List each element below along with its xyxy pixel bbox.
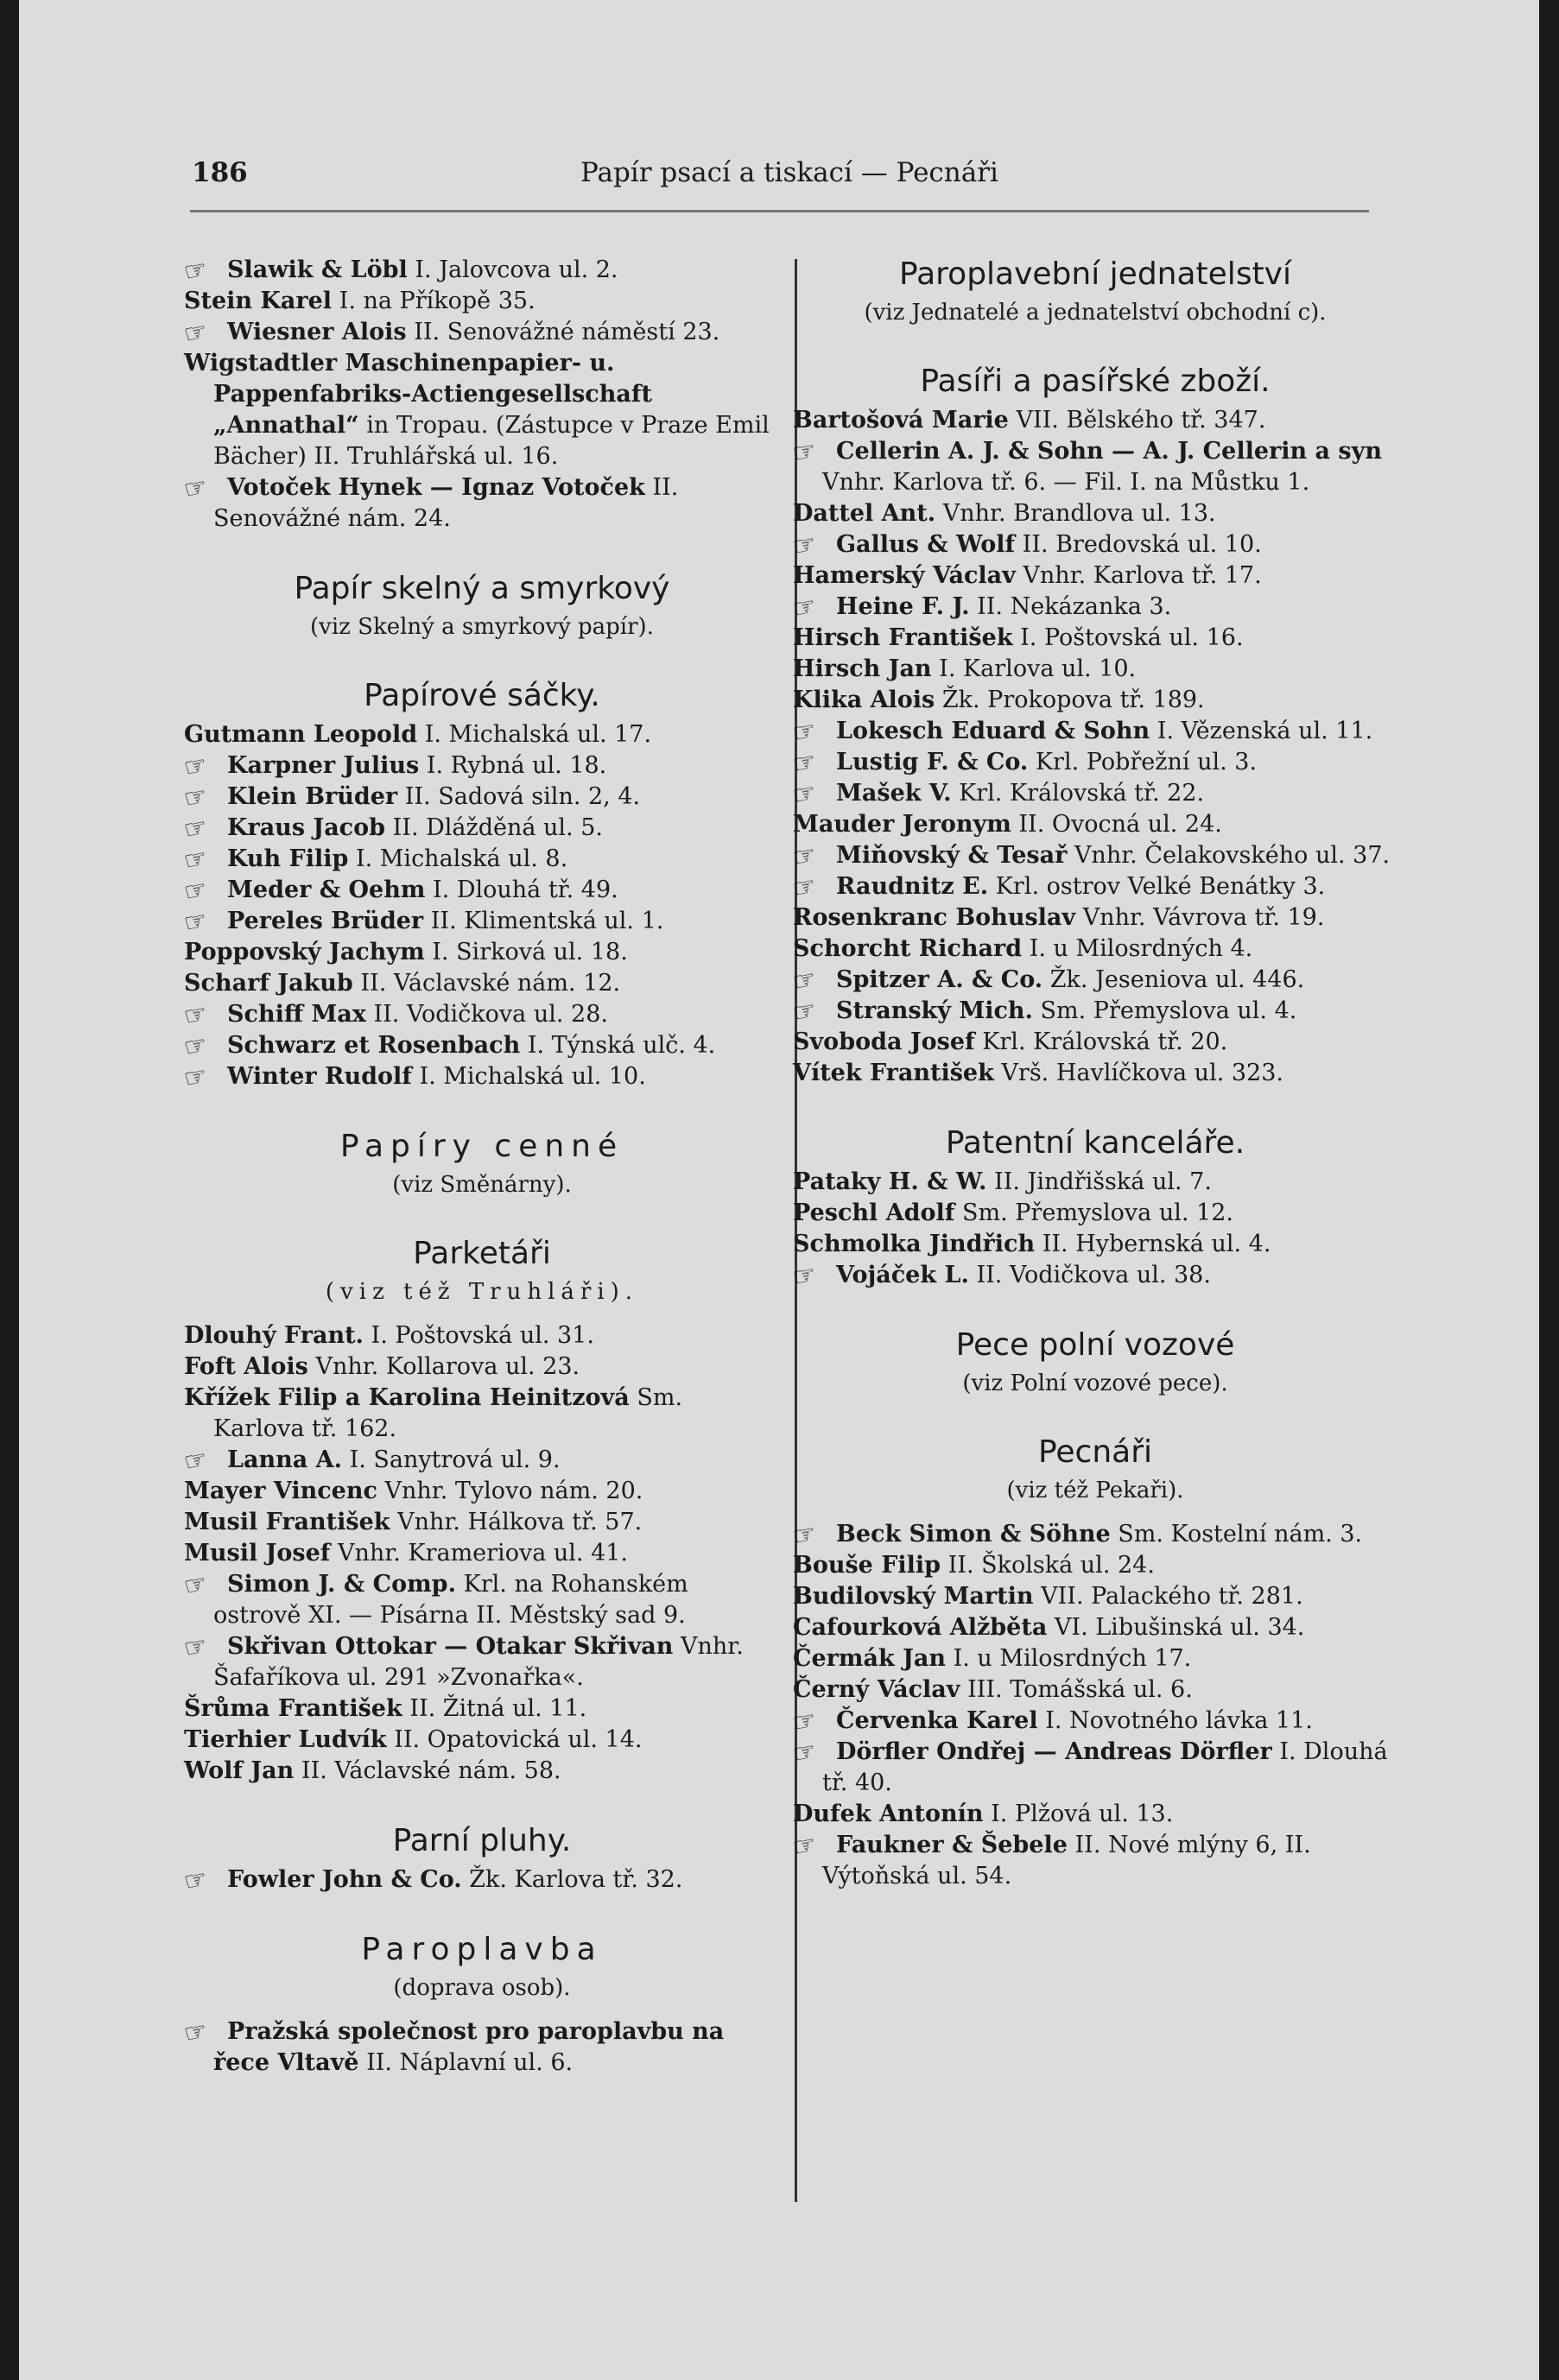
pointing-hand-icon: ☞ <box>789 714 820 750</box>
entry-name: Scharf Jakub <box>184 970 353 997</box>
entry-name: Spitzer A. & Co. <box>836 966 1043 993</box>
entry-name: Musil Josef <box>184 1540 331 1567</box>
entry-address: I. Michalská ul. 17. <box>424 721 652 748</box>
entry-address: VII. Palackého tř. 281. <box>1041 1583 1303 1610</box>
directory-entry <box>184 719 780 750</box>
pointing-hand-icon: ☞ <box>181 1029 211 1064</box>
directory-entry <box>789 714 1397 750</box>
entry-name: Votoček Hynek — Ignaz Votoček <box>227 474 645 501</box>
section-heading: Papírové sáčky. <box>364 678 600 713</box>
directory-entry <box>789 745 1397 781</box>
entry-address: Vrš. Havlíčkova ul. 323. <box>1001 1060 1283 1086</box>
directory-entry <box>793 1581 1397 1612</box>
directory-entry <box>789 870 1397 905</box>
section-heading: Papíry cenné <box>339 1129 624 1164</box>
entry-name: Miňovský & Tesař <box>836 842 1068 869</box>
entry-address: VII. Bělského tř. 347. <box>1016 407 1266 434</box>
section-heading: Paroplavební jednatelství <box>899 256 1291 292</box>
directory-entry <box>793 1058 1397 1089</box>
directory-entry <box>793 1027 1397 1058</box>
directory-entry <box>181 1863 780 1898</box>
entry-name: Beck Simon & Söhne <box>836 1521 1111 1548</box>
entry-name: Winter Rudolf <box>227 1063 412 1090</box>
entry-name: Vítek František <box>793 1060 994 1086</box>
entry-name: Bouše Filip <box>793 1552 941 1579</box>
directory-entry <box>789 1704 1397 1739</box>
entry-name: Hirsch František <box>793 624 1013 651</box>
directory-entry <box>184 1693 780 1725</box>
pointing-hand-icon: ☞ <box>181 1060 211 1095</box>
entry-name: Raudnitz E. <box>836 873 989 900</box>
entry-address: Sm. Karlova tř. 162. <box>213 1384 683 1442</box>
entry-name: Klika Alois <box>793 687 935 713</box>
entry-address: II. Vodičkova ul. 28. <box>373 1001 608 1028</box>
section-heading: Paroplavba <box>361 1932 603 1967</box>
entry-address: II. Nové mlýny 6, II. Výtoňská ul. 54. <box>822 1832 1311 1889</box>
entry-name: Schwarz et Rosenbach <box>227 1032 521 1059</box>
pointing-hand-icon: ☞ <box>789 1258 820 1294</box>
pointing-hand-icon: ☞ <box>789 870 820 905</box>
entry-address: I. u Milosrdných 4. <box>1029 935 1253 962</box>
directory-entry <box>789 1258 1397 1294</box>
section-heading: Pece polní vozové <box>955 1327 1235 1363</box>
entry-name: Rosenkranc Bohuslav <box>793 904 1076 931</box>
entry-name: Pataky H. & W. <box>793 1168 987 1195</box>
entry-address: II. Dlážděná ul. 5. <box>392 814 603 841</box>
entry-name: Karpner Julius <box>227 752 420 779</box>
pointing-hand-icon: ☞ <box>181 253 211 288</box>
header-rule <box>190 210 1369 212</box>
directory-entry <box>789 590 1397 625</box>
entry-address: I. Poštovská ul. 16. <box>1020 624 1244 651</box>
entry-address: I. Poštovská ul. 31. <box>371 1322 594 1349</box>
section-heading: Parketáři <box>413 1236 551 1271</box>
entry-address: Sm. Kostelní nám. 3. <box>1118 1521 1363 1548</box>
directory-entry <box>793 623 1397 654</box>
directory-entry <box>181 1567 780 1631</box>
entry-address: II. Opatovická ul. 14. <box>394 1726 643 1753</box>
directory-entry <box>184 348 780 472</box>
entry-name: Gallus & Wolf <box>836 531 1016 558</box>
pointing-hand-icon: ☞ <box>789 994 820 1029</box>
entry-name: Foft Alois <box>184 1353 308 1380</box>
entry-address: Vnhr. Karlova tř. 6. — Fil. I. na Můstku 1. <box>822 469 1310 496</box>
pointing-hand-icon: ☞ <box>181 842 211 877</box>
directory-entry <box>793 1167 1397 1198</box>
entry-address: II. Klimentská ul. 1. <box>430 908 664 934</box>
entry-name: Wiesner Alois <box>227 319 407 345</box>
entry-address: II. Senovážné náměstí 23. <box>414 319 720 345</box>
entry-name: Schmolka Jindřich <box>793 1231 1036 1257</box>
entry-address: I. Novotného lávka 11. <box>1045 1707 1313 1734</box>
entry-name: Křížek Filip a Karolina Heinitzová <box>184 1384 630 1411</box>
directory-entry <box>789 1828 1397 1892</box>
pointing-hand-icon: ☞ <box>789 776 820 812</box>
entry-address: Krl. na Rohanském ostrově XI. — Písárna II. Městský sad 9. <box>213 1571 688 1629</box>
directory-entry <box>181 1443 780 1478</box>
directory-entry <box>184 1507 780 1538</box>
directory-entry <box>793 1229 1397 1260</box>
entry-name: Stranský Mich. <box>836 997 1033 1024</box>
entry-name: Pereles Brüder <box>227 908 424 934</box>
entry-name: Čermák Jan <box>793 1645 946 1672</box>
pointing-hand-icon: ☞ <box>181 997 211 1033</box>
entry-name: Musil František <box>184 1509 390 1535</box>
entry-address: I. na Příkopě 35. <box>339 288 536 314</box>
entry-address: I. Sanytrová ul. 9. <box>349 1446 561 1473</box>
pointing-hand-icon: ☞ <box>181 1630 211 1665</box>
cross-reference: (doprava osob). <box>393 1975 571 2001</box>
entry-address: II. Nekázanka 3. <box>977 593 1172 620</box>
entry-address: Krl. ostrov Velké Benátky 3. <box>995 873 1326 900</box>
entry-name: Skřivan Ottokar — Otakar Skřivan <box>227 1633 674 1660</box>
entry-name: Kuh Filip <box>227 845 349 872</box>
cross-reference: (viz též Pekaři). <box>1006 1478 1184 1503</box>
entry-address: II. Václavské nám. 12. <box>360 970 621 997</box>
entry-name: Dörfler Ondřej — Andreas Dörfler <box>836 1738 1272 1765</box>
directory-entry <box>789 434 1397 498</box>
entry-address: Vnhr. Čelakovského ul. 37. <box>1074 842 1391 869</box>
entry-address: I. Rybná ul. 18. <box>426 752 607 779</box>
directory-entry <box>184 968 780 999</box>
entry-name: Wolf Jan <box>184 1757 295 1784</box>
entry-name: Stein Karel <box>184 288 333 314</box>
directory-entry <box>184 1383 780 1445</box>
entry-name: Svoboda Josef <box>793 1029 975 1055</box>
entry-name: Lokesch Eduard & Sohn <box>836 718 1150 744</box>
directory-entry <box>181 904 780 940</box>
directory-entry <box>184 937 780 968</box>
directory-entry <box>789 1735 1397 1799</box>
pointing-hand-icon: ☞ <box>181 1567 211 1603</box>
entry-name: Fowler John & Co. <box>227 1866 462 1893</box>
directory-entry <box>793 1674 1397 1706</box>
entry-name: Heine F. J. <box>836 593 970 620</box>
directory-entry <box>184 1538 780 1569</box>
pointing-hand-icon: ☞ <box>789 963 820 998</box>
directory-entry <box>181 842 780 877</box>
entry-name: Klein Brüder <box>227 783 398 810</box>
directory-entry <box>789 963 1397 998</box>
left-column <box>181 253 780 2079</box>
entry-name: Mauder Jeronym <box>793 811 1011 838</box>
directory-entry <box>793 654 1397 685</box>
pointing-hand-icon: ☞ <box>789 434 820 470</box>
directory-entry <box>181 780 780 815</box>
entry-address: I. Dlouhá tř. 49. <box>433 877 618 903</box>
entry-name: Mayer Vincenc <box>184 1478 377 1504</box>
entry-name: Schorcht Richard <box>793 935 1023 962</box>
entry-name: Peschl Adolf <box>793 1199 955 1226</box>
pointing-hand-icon: ☞ <box>789 590 820 625</box>
cross-reference: (viz Jednatelé a jednatelství obchodní c). <box>864 300 1327 326</box>
entry-name: Dattel Ant. <box>793 500 936 527</box>
directory-entry <box>793 934 1397 965</box>
directory-entry <box>184 1320 780 1351</box>
directory-entry <box>181 997 780 1033</box>
directory-entry <box>793 1198 1397 1229</box>
pointing-hand-icon: ☞ <box>181 873 211 908</box>
entry-address: II. Senovážné nám. 24. <box>213 474 679 532</box>
entry-address: I. u Milosrdných 17. <box>953 1645 1192 1672</box>
entry-address: II. Školská ul. 24. <box>947 1552 1155 1579</box>
pointing-hand-icon: ☞ <box>789 839 820 874</box>
entry-name: Dlouhý Frant. <box>184 1322 364 1349</box>
entry-address: VI. Libušinská ul. 34. <box>1054 1614 1305 1641</box>
entry-name: Hirsch Jan <box>793 655 932 682</box>
entry-address: II. Sadová siln. 2, 4. <box>404 783 641 810</box>
section-heading: Patentní kanceláře. <box>945 1125 1245 1161</box>
directory-entry <box>793 498 1397 529</box>
entry-address: Krl. Královská tř. 20. <box>982 1029 1228 1055</box>
pointing-hand-icon: ☞ <box>181 749 211 784</box>
entry-address: Vnhr. Hálkova tř. 57. <box>397 1509 643 1535</box>
entry-address: I. Karlova ul. 10. <box>939 655 1137 682</box>
entry-name: Bartošová Marie <box>793 407 1009 434</box>
directory-entry <box>789 994 1397 1029</box>
entry-address: in Tropau. (Zástupce v Praze Emil Bächer) II. Truhlářská ul. 16. <box>213 412 770 470</box>
entry-address: I. Plžová ul. 13. <box>991 1801 1174 1827</box>
entry-name: Faukner & Šebele <box>836 1832 1068 1858</box>
entry-address: I. Týnská ulč. 4. <box>527 1032 716 1059</box>
entry-address: II. Bredovská ul. 10. <box>1022 531 1262 558</box>
directory-entry <box>789 839 1397 874</box>
entry-name: Slawik & Löbl <box>227 256 408 283</box>
entry-address: II. Náplavní ul. 6. <box>366 2049 574 2076</box>
entry-address: Sm. Přemyslova ul. 12. <box>962 1199 1233 1226</box>
entry-name: Cellerin A. J. & Sohn — A. J. Cellerin a syn <box>836 438 1382 465</box>
entry-address: II. Hybernská ul. 4. <box>1042 1231 1271 1257</box>
entry-name: Červenka Karel <box>836 1707 1038 1734</box>
pointing-hand-icon: ☞ <box>181 471 211 506</box>
entry-address: I. Jalovcova ul. 2. <box>415 256 618 283</box>
entry-address: Vnhr. Karlova tř. 17. <box>1023 562 1262 589</box>
entry-address: Žk. Jeseniova ul. 446. <box>1049 966 1305 993</box>
directory-entry <box>181 253 780 288</box>
directory-entry <box>793 405 1397 436</box>
cross-reference: (viz Směnárny). <box>392 1172 572 1198</box>
directory-entry <box>793 1612 1397 1643</box>
directory-entry <box>793 685 1397 716</box>
directory-entry <box>789 776 1397 812</box>
pointing-hand-icon: ☞ <box>181 1443 211 1478</box>
entry-name: Lanna A. <box>227 1446 342 1473</box>
entry-address: I. Michalská ul. 8. <box>355 845 568 872</box>
entry-address: II. Žitná ul. 11. <box>409 1695 587 1722</box>
directory-entry <box>181 315 780 351</box>
directory-entry <box>181 1029 780 1064</box>
directory-entry <box>793 1550 1397 1581</box>
pointing-hand-icon: ☞ <box>789 1517 820 1553</box>
entry-address: Krl. Pobřežní ul. 3. <box>1035 749 1258 775</box>
entry-name: Budilovský Martin <box>793 1583 1034 1610</box>
pointing-hand-icon: ☞ <box>181 1863 211 1898</box>
pointing-hand-icon: ☞ <box>181 780 211 815</box>
entry-address: I. Sirková ul. 18. <box>432 939 628 965</box>
pointing-hand-icon: ☞ <box>789 528 820 563</box>
directory-entry <box>793 1799 1397 1830</box>
directory-entry <box>181 1060 780 1095</box>
entry-name: Pražská společnost pro paroplavbu na řece Vltavě <box>213 2018 725 2076</box>
entry-address: Vnhr. Krameriova ul. 41. <box>338 1540 629 1567</box>
entry-name: Dufek Antonín <box>793 1801 984 1827</box>
entry-address: Vnhr. Tylovo nám. 20. <box>384 1478 643 1504</box>
section-heading: Papír skelný a smyrkový <box>294 571 670 606</box>
pointing-hand-icon: ☞ <box>181 904 211 940</box>
directory-entry <box>181 1630 780 1693</box>
running-title: Papír psací a tiskací — Pecnáři <box>580 157 998 188</box>
entry-address: III. Tomášská ul. 6. <box>967 1676 1193 1703</box>
pointing-hand-icon: ☞ <box>181 2015 211 2050</box>
entry-address: II. Ovocná ul. 24. <box>1018 811 1222 838</box>
entry-address: Vnhr. Brandlova ul. 13. <box>942 500 1216 527</box>
entry-name: Wigstadtler Maschinenpapier- u. Pappenfabriks-Actiengesellschaft „Annathal“ <box>184 350 652 439</box>
entry-address: Žk. Prokopova tř. 189. <box>941 687 1205 713</box>
directory-entry <box>184 1725 780 1756</box>
entry-name: Cafourková Alžběta <box>793 1614 1048 1641</box>
directory-entry <box>184 286 780 317</box>
directory-entry <box>181 873 780 908</box>
entry-address: I. Dlouhá tř. 40. <box>822 1738 1388 1796</box>
entry-name: Šrůma František <box>184 1695 402 1722</box>
directory-entry <box>184 1756 780 1787</box>
entry-name: Černý Václav <box>793 1676 960 1703</box>
entry-address: I. Vězenská ul. 11. <box>1157 718 1373 744</box>
directory-entry <box>181 749 780 784</box>
pointing-hand-icon: ☞ <box>789 1735 820 1770</box>
entry-name: Mašek V. <box>836 780 952 807</box>
right-column <box>789 255 1397 1892</box>
entry-name: Lustig F. & Co. <box>836 749 1029 775</box>
directory-entry <box>793 809 1397 840</box>
directory-entry <box>181 2015 780 2079</box>
entry-name: Meder & Oehm <box>227 877 426 903</box>
entry-name: Poppovský Jachym <box>184 939 425 965</box>
entry-address: I. Michalská ul. 10. <box>419 1063 646 1090</box>
section-heading: Pasíři a pasířské zboží. <box>920 364 1271 399</box>
entry-address: Krl. Královská tř. 22. <box>959 780 1205 807</box>
entry-address: Vnhr. Vávrova tř. 19. <box>1082 904 1325 931</box>
entry-address: Žk. Karlova tř. 32. <box>469 1866 683 1893</box>
pointing-hand-icon: ☞ <box>789 745 820 781</box>
directory-entry <box>184 1351 780 1383</box>
entry-name: Gutmann Leopold <box>184 721 418 748</box>
page-number: 186 <box>192 157 248 188</box>
entry-name: Tierhier Ludvík <box>184 1726 387 1753</box>
cross-reference: (viz Skelný a smyrkový papír). <box>310 614 654 640</box>
entry-address: II. Václavské nám. 58. <box>301 1757 561 1784</box>
entry-address: Vnhr. Kollarova ul. 23. <box>315 1353 580 1380</box>
running-head <box>192 157 1401 200</box>
section-heading: Parní pluhy. <box>392 1823 572 1858</box>
section-heading: Pecnáři <box>1037 1434 1153 1470</box>
cross-reference: (viz též Truhláři). <box>325 1279 639 1305</box>
entry-name: Simon J. & Comp. <box>227 1571 456 1598</box>
entry-address: II. Vodičkova ul. 38. <box>976 1262 1211 1288</box>
entry-name: Schiff Max <box>227 1001 366 1028</box>
pointing-hand-icon: ☞ <box>181 811 211 846</box>
directory-entry <box>181 811 780 846</box>
entry-address: Vnhr. Šafaříkova ul. 291 »Zvonařka«. <box>213 1633 744 1691</box>
directory-entry <box>184 1476 780 1507</box>
pointing-hand-icon: ☞ <box>789 1828 820 1864</box>
directory-entry <box>793 1643 1397 1674</box>
directory-entry <box>793 902 1397 934</box>
cross-reference: (viz Polní vozové pece). <box>962 1370 1228 1396</box>
entry-name: Vojáček L. <box>836 1262 969 1288</box>
entry-name: Hamerský Václav <box>793 562 1016 589</box>
pointing-hand-icon: ☞ <box>181 315 211 351</box>
directory-entry <box>789 1517 1397 1553</box>
directory-entry <box>789 528 1397 563</box>
directory-entry <box>181 471 780 535</box>
entry-name: Kraus Jacob <box>227 814 386 841</box>
entry-address: Sm. Přemyslova ul. 4. <box>1040 997 1297 1024</box>
pointing-hand-icon: ☞ <box>789 1704 820 1739</box>
entry-address: II. Jindřišská ul. 7. <box>994 1168 1212 1195</box>
directory-entry <box>793 560 1397 592</box>
